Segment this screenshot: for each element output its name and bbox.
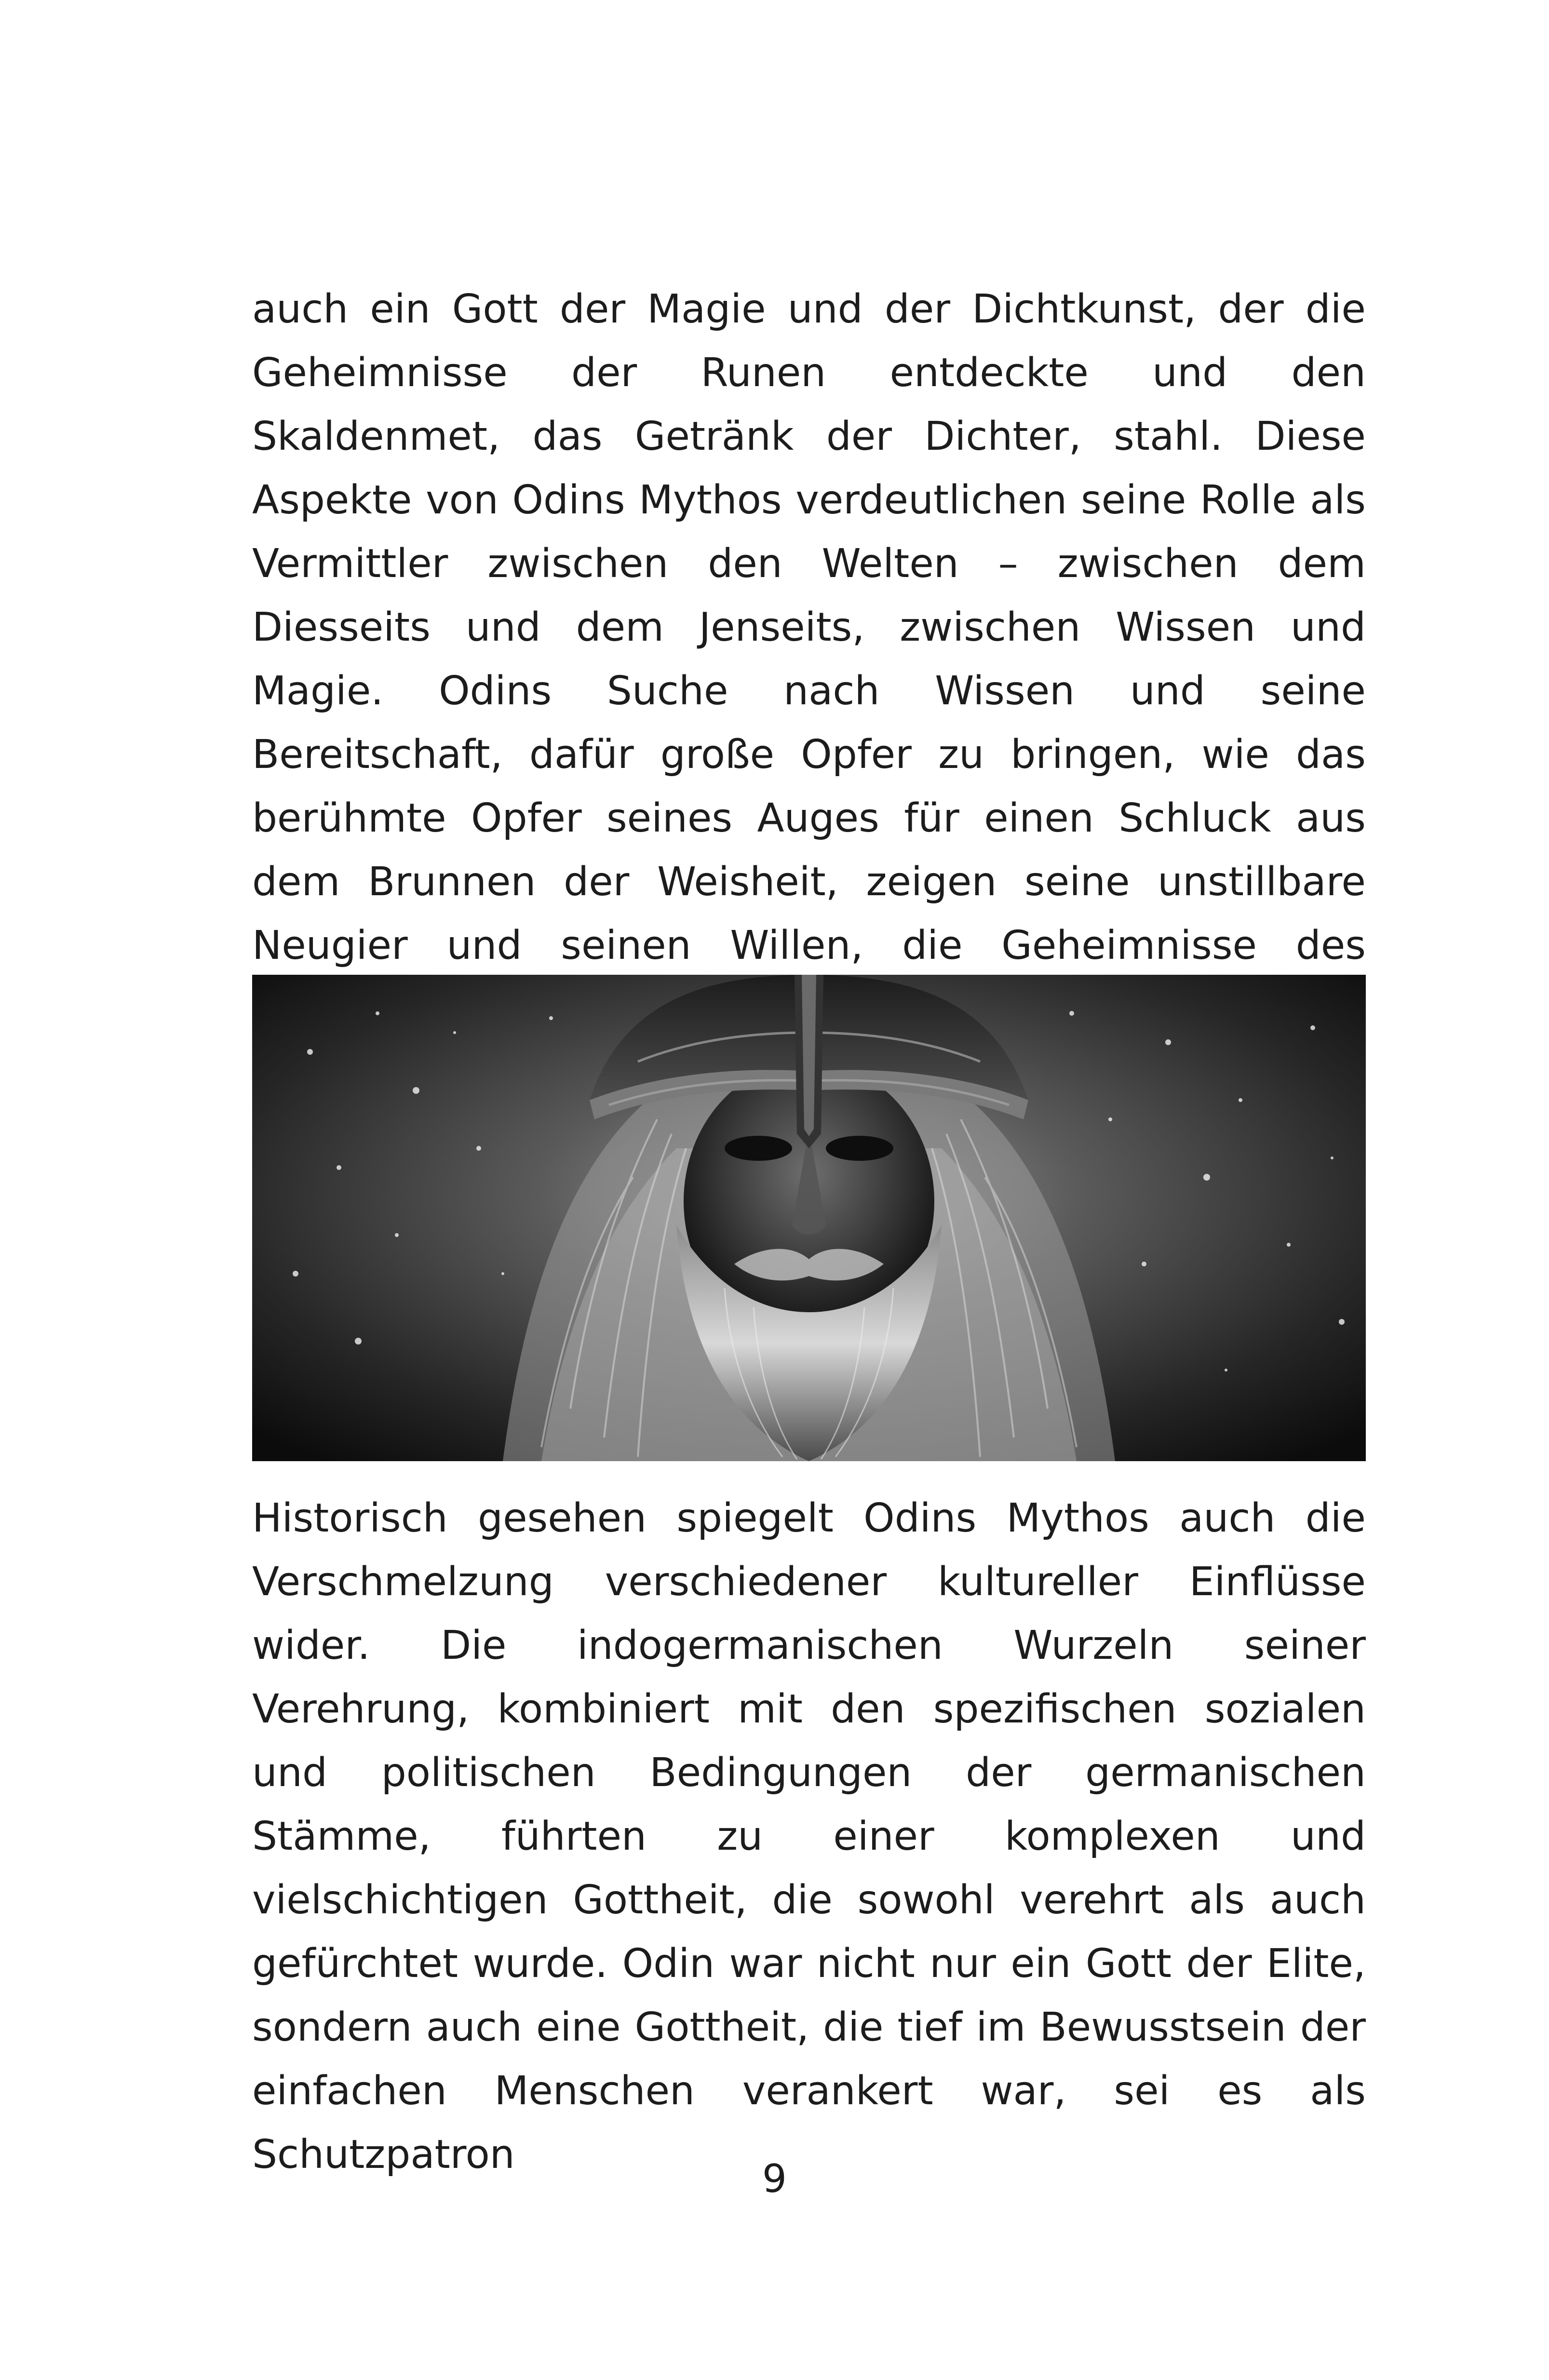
page-number: 9 [762,2156,787,2201]
body-paragraph-1: auch ein Gott der Magie und der Dichtkunst, der die Geheimnisse der Runen entdeckte und den Skaldenmet, das Getränk der Dichter, stahl. Diese Aspekte von Odins Mythos verdeutlichen seine Rolle als Vermittler zwischen den Welten – zwischen dem Diesseits und dem Jenseits, zwischen Wissen und Magie. Odins Suche nach Wissen und seine Bereitschaft, dafür große Opfer zu bringen, wie das berühmte Opfer seines Auges für einen Schluck aus dem Brunnen der Weisheit, zeigen seine unstillbare Neugier und seinen Willen, die Geheimnisse des [252,286,1366,968]
odin-illustration [252,975,1366,1461]
body-paragraph-2: Historisch gesehen spiegelt Odins Mythos auch die Verschmelzung verschiedener kultureller Einflüsse wider. Die indogermanischen Wurzeln seiner Verehrung, kombiniert mit den spezifischen sozialen und politischen Bedingungen der germanischen Stämme, führten zu einer komplexen und vielschichtigen Gottheit, die sowohl verehrt als auch gefürchtet wurde. Odin war nicht nur ein Gott der Elite, sondern auch eine Gottheit, die tief im Bewusstsein der einfachen Menschen verankert war, sei es als Schutzpatron [252,1495,1366,2178]
